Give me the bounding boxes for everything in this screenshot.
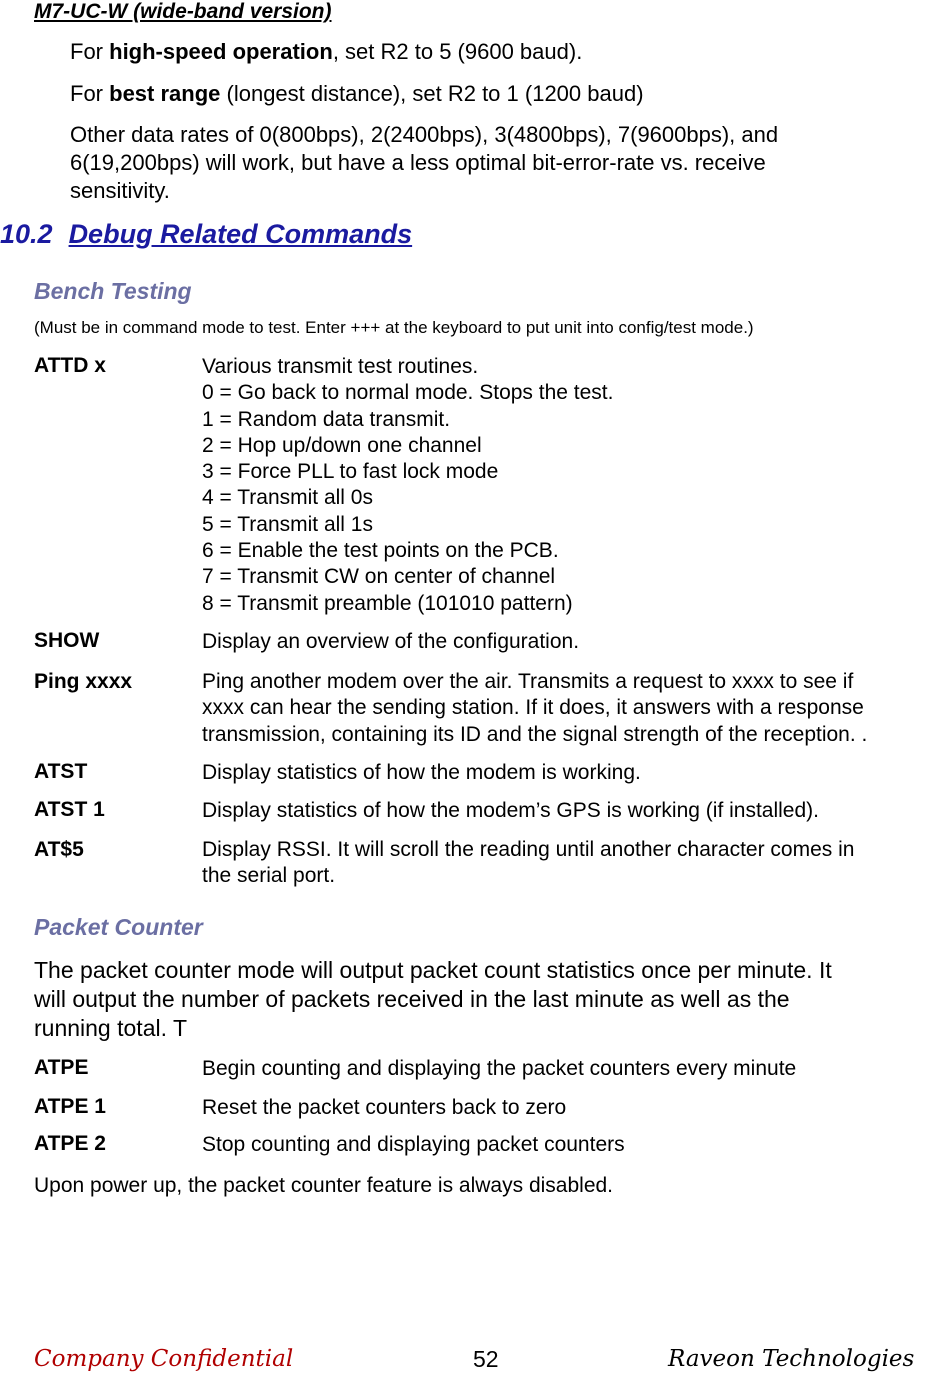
attd-line: 0 = Go back to normal mode. Stops the test.: [202, 381, 614, 405]
at5-line: the serial port.: [202, 864, 336, 888]
packet-body-line: running total. T: [34, 1015, 188, 1041]
model-title: M7-UC-W (wide-band version): [34, 0, 332, 23]
attd-line: 8 = Transmit preamble (101010 pattern): [202, 591, 573, 615]
command-atpe-2: ATPE 2: [34, 1132, 106, 1155]
section-number: 10.2: [0, 219, 53, 249]
command-atpe-1: ATPE 1: [34, 1095, 106, 1118]
high-speed-bold: high-speed operation: [109, 39, 333, 64]
other-rates-line-3: sensitivity.: [70, 178, 170, 203]
command-atpe-description: Begin counting and displaying the packet counters every minute: [202, 1057, 797, 1080]
other-rates-line-2: 6(19,200bps) will work, but have a less optimal bit-error-rate vs. receive: [70, 150, 766, 175]
attd-line: 4 = Transmit all 0s: [202, 486, 373, 510]
command-ping-description: [202, 669, 867, 748]
attd-line: 1 = Random data transmit.: [202, 407, 451, 431]
command-attd: ATTD x: [34, 354, 106, 377]
command-show: SHOW: [34, 629, 100, 652]
command-attd-description: [202, 354, 613, 617]
high-speed-post: , set R2 to 5 (9600 baud).: [332, 39, 583, 64]
bench-testing-heading: Bench Testing: [34, 278, 192, 304]
attd-line: 6 = Enable the test points on the PCB.: [202, 539, 559, 563]
section-title: Debug Related Commands: [68, 219, 413, 249]
packet-counter-body: [34, 956, 914, 1043]
footer-company: Raveon Technologies: [668, 1346, 915, 1372]
section-heading: [0, 219, 412, 250]
best-range-bold: best range: [109, 81, 221, 106]
command-atpe-1-description: Reset the packet counters back to zero: [202, 1096, 567, 1119]
command-atpe: ATPE: [34, 1056, 89, 1079]
command-ping: Ping xxxx: [34, 670, 133, 693]
best-range-pre: For: [70, 81, 110, 106]
attd-line: Various transmit test routines.: [202, 355, 479, 378]
packet-body-line: The packet counter mode will output packet count statistics once per minute. It: [34, 957, 832, 983]
ping-line: Ping another modem over the air. Transmits a request to xxxx to see if: [202, 670, 854, 693]
command-show-description: Display an overview of the configuration.: [202, 630, 580, 653]
command-atst: ATST: [34, 760, 88, 783]
ping-line: transmission, containing its ID and the signal strength of the reception. .: [202, 722, 868, 746]
ping-line: xxxx can hear the sending station. If it does, it answers with a response: [202, 696, 864, 720]
at5-line: Display RSSI. It will scroll the reading until another character comes in: [202, 838, 855, 861]
best-range-post: (longest distance), set R2 to 1 (1200 baud): [220, 81, 644, 106]
packet-counter-footnote: Upon power up, the packet counter feature is always disabled.: [34, 1174, 614, 1197]
attd-line: 7 = Transmit CW on center of channel: [202, 565, 556, 589]
other-rates-line-1: Other data rates of 0(800bps), 2(2400bps), 3(4800bps), 7(9600bps), and: [70, 122, 779, 147]
command-atst-1-description: Display statistics of how the modem’s GPS is working (if installed).: [202, 799, 819, 822]
best-range-paragraph: [70, 80, 644, 108]
bench-testing-note: (Must be in command mode to test. Enter +++ at the keyboard to put unit into config/test mode.): [34, 318, 754, 337]
packet-counter-heading: Packet Counter: [34, 914, 203, 940]
footer-confidential: Company Confidential: [34, 1346, 294, 1372]
command-atpe-2-description: Stop counting and displaying packet counters: [202, 1133, 625, 1156]
attd-line: 3 = Force PLL to fast lock mode: [202, 460, 499, 484]
footer-page-number: 52: [473, 1346, 499, 1372]
command-atst-description: Display statistics of how the modem is working.: [202, 761, 641, 784]
command-atst-1: ATST 1: [34, 798, 105, 821]
high-speed-paragraph: [70, 38, 582, 66]
packet-body-line: will output the number of packets received in the last minute as well as the: [34, 986, 790, 1012]
attd-line: 2 = Hop up/down one channel: [202, 433, 482, 457]
attd-line: 5 = Transmit all 1s: [202, 512, 373, 536]
command-at5-description: [202, 837, 854, 890]
high-speed-pre: For: [70, 39, 110, 64]
command-at5: AT$5: [34, 838, 84, 861]
